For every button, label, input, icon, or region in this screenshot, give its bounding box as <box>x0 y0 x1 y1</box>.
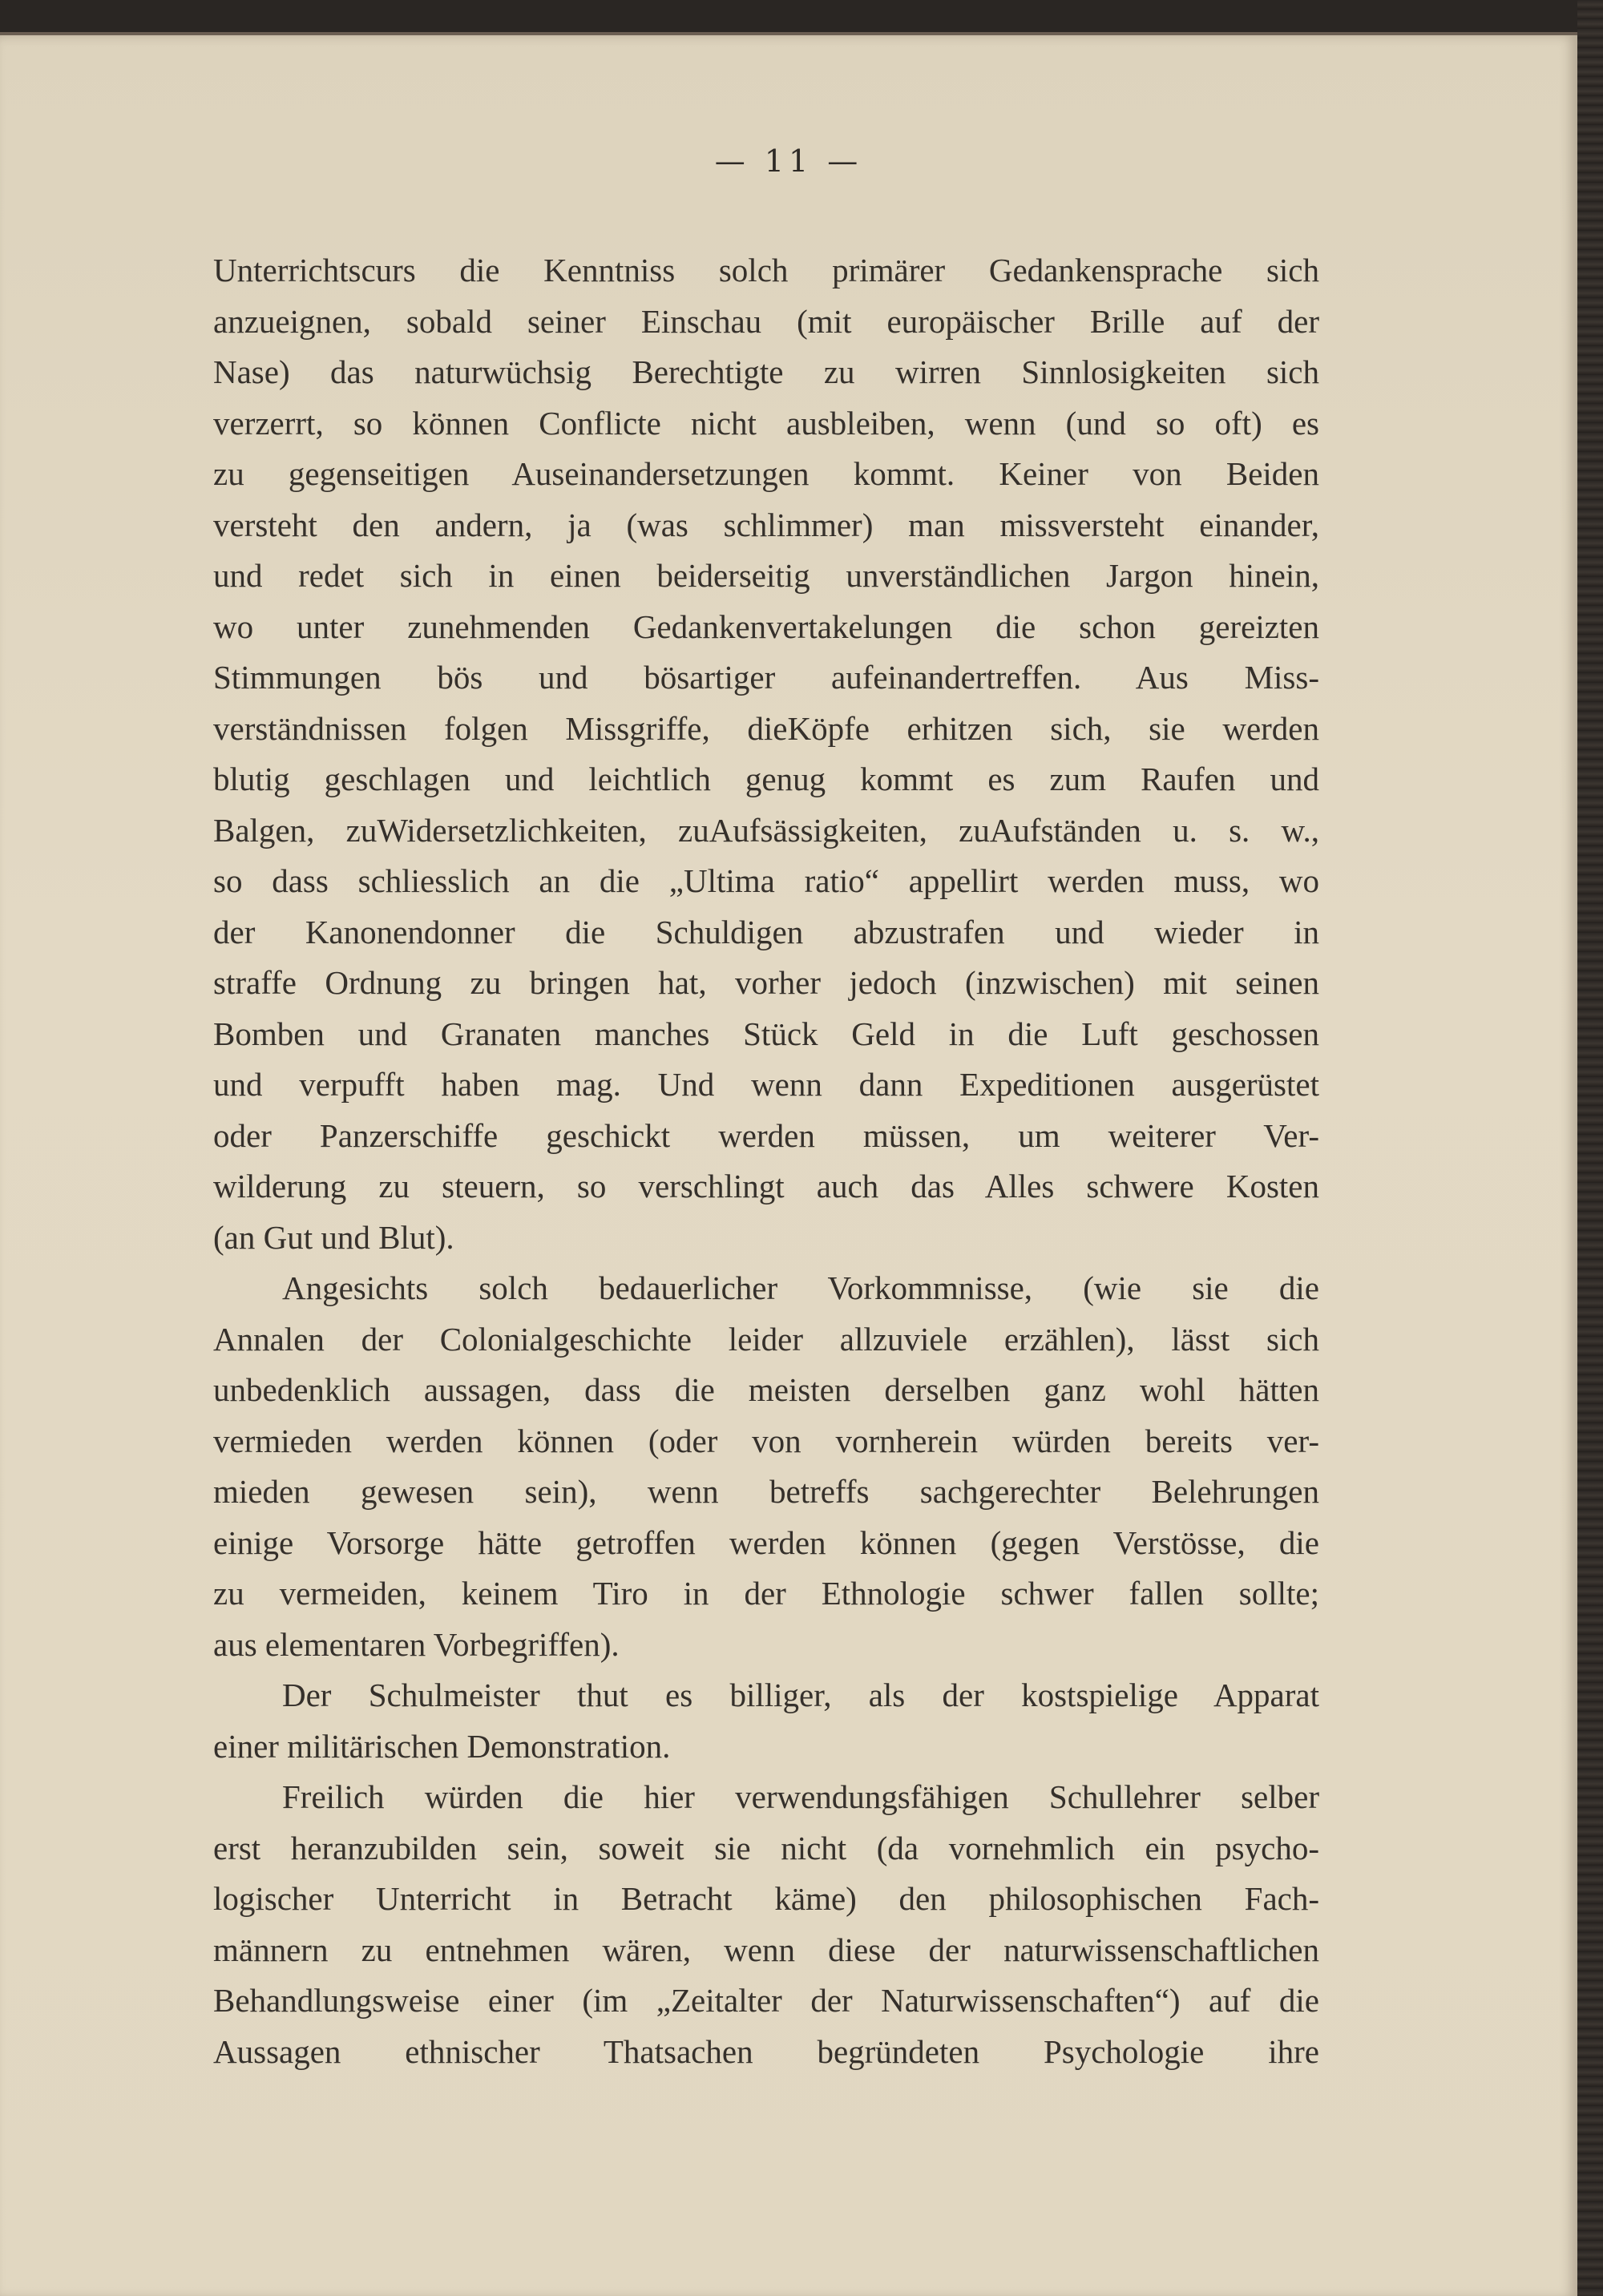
text-line: so dass schliesslich an die „Ultima ratio“ appellirt werden muss, wo <box>213 862 1319 899</box>
text-line: Angesichts solch bedauerlicher Vorkommnisse, (wie sie die <box>282 1269 1319 1306</box>
page-paper <box>0 32 1577 2296</box>
text-line: mieden gewesen sein), wenn betreffs sachgerechter Belehrungen <box>213 1473 1319 1510</box>
text-line: Bomben und Granaten manches Stück Geld in die Luft geschossen <box>213 1015 1319 1052</box>
text-line: Unterrichtscurs die Kenntniss solch primärer Gedankensprache sich <box>213 252 1319 289</box>
text-line: Stimmungen bös und bösartiger aufeinandertreffen. Aus Miss- <box>213 659 1319 696</box>
text-line: blutig geschlagen und leichtlich genug kommt es zum Raufen und <box>213 761 1319 797</box>
text-line: Behandlungsweise einer (im „Zeitalter der Naturwissenschaften“) auf die <box>213 1982 1319 2019</box>
text-line: anzueignen, sobald seiner Einschau (mit europäischer Brille auf der <box>213 302 1319 340</box>
body-text <box>213 245 1319 2077</box>
text-line: erst heranzubilden sein, soweit sie nicht (da vornehmlich ein psycho- <box>213 1829 1319 1866</box>
text-line: Freilich würden die hier verwendungsfähigen Schullehrer selber <box>282 1778 1319 1815</box>
text-line: Balgen, zuWidersetzlichkeiten, zuAufsässigkeiten, zuAufständen u. s. w., <box>213 811 1319 849</box>
text-line: Annalen der Colonialgeschichte leider allzuviele erzählen), lässt sich <box>213 1320 1319 1358</box>
text-line: verzerrt, so können Conflicte nicht ausbleiben, wenn (und so oft) es <box>213 404 1319 442</box>
text-line: zu gegenseitigen Auseinandersetzungen kommt. Keiner von Beiden <box>213 455 1319 492</box>
text-line: aus elementaren Vorbegriffen). <box>213 1625 620 1663</box>
text-line: der Kanonendonner die Schuldigen abzustrafen und wieder in <box>213 913 1319 950</box>
text-line: einige Vorsorge hätte getroffen werden können (gegen Verstösse, die <box>213 1523 1319 1561</box>
text-line: oder Panzerschiffe geschickt werden müssen, um weiterer Ver- <box>213 1116 1319 1154</box>
text-line: und verpufft haben mag. Und wenn dann Expeditionen ausgerüstet <box>213 1066 1319 1103</box>
text-line: versteht den andern, ja (was schlimmer) man missversteht einander, <box>213 506 1319 543</box>
text-line: männern zu entnehmen wären, wenn diese der naturwissenschaftlichen <box>213 1931 1319 1968</box>
text-line: Der Schulmeister thut es billiger, als der kostspielige Apparat <box>282 1677 1319 1713</box>
text-line: wo unter zunehmenden Gedankenvertakelungen die schon gereizten <box>213 607 1319 645</box>
text-line: unbedenklich aussagen, dass die meisten derselben ganz wohl hätten <box>213 1371 1319 1408</box>
text-line: wilderung zu steuern, so verschlingt auch das Alles schwere Kosten <box>213 1168 1319 1204</box>
book-spine <box>1577 0 1603 2296</box>
text-line: logischer Unterricht in Betracht käme) den philosophischen Fach- <box>213 1880 1319 1917</box>
text-line: (an Gut und Blut). <box>213 1218 454 1256</box>
text-line: vermieden werden können (oder von vornherein würden bereits ver- <box>213 1422 1319 1459</box>
text-line: und redet sich in einen beiderseitig unverständlichen Jargon hinein, <box>213 557 1319 594</box>
text-line: straffe Ordnung zu bringen hat, vorher jedoch (inzwischen) mit seinen <box>213 964 1319 1001</box>
page-number: — 11 — <box>714 143 863 179</box>
text-line: Nase) das naturwüchsig Berechtigte zu wirren Sinnlosigkeiten sich <box>213 353 1319 390</box>
text-line: verständnissen folgen Missgriffe, dieKöpfe erhitzen sich, sie werden <box>213 709 1319 747</box>
text-line: Aussagen ethnischer Thatsachen begründeten Psychologie ihre <box>213 2032 1319 2070</box>
text-line: einer militärischen Demonstration. <box>213 1727 671 1765</box>
text-line: zu vermeiden, keinem Tiro in der Ethnologie schwer fallen sollte; <box>213 1575 1319 1612</box>
